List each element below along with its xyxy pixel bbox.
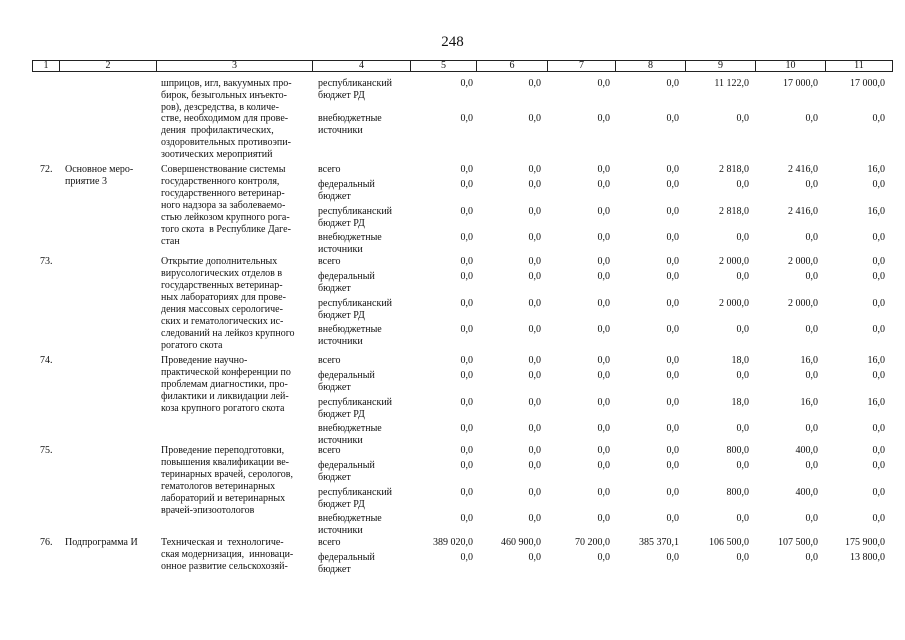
- value-cell: 107 500,0: [778, 537, 818, 548]
- value-cell: 0,0: [460, 513, 473, 524]
- value-cell: 0,0: [597, 397, 610, 408]
- row-number: 75.: [40, 445, 53, 456]
- funding-source: всего: [318, 445, 341, 456]
- value-cell: 0,0: [872, 324, 885, 335]
- col-header-8: 8: [616, 61, 686, 71]
- funding-source: республиканский бюджет РД: [318, 487, 393, 510]
- value-cell: 0,0: [460, 179, 473, 190]
- value-cell: 0,0: [666, 113, 679, 124]
- value-cell: 0,0: [597, 113, 610, 124]
- value-cell: 0,0: [666, 397, 679, 408]
- value-cell: 0,0: [597, 487, 610, 498]
- value-cell: 0,0: [597, 355, 610, 366]
- value-cell: 0,0: [666, 445, 679, 456]
- row-description: Проведение научно- практической конференции по проблемам диагностики, про- филактики и ликвидации лей- коза крупного рогатого скота: [161, 355, 291, 414]
- value-cell: 400,0: [795, 487, 818, 498]
- row-number: 74.: [40, 355, 53, 366]
- value-cell: 800,0: [726, 445, 749, 456]
- value-cell: 18,0: [731, 355, 749, 366]
- value-cell: 0,0: [597, 460, 610, 471]
- value-cell: 0,0: [872, 460, 885, 471]
- value-cell: 0,0: [528, 206, 541, 217]
- value-cell: 0,0: [460, 460, 473, 471]
- row-name: Основное меро- приятие 3: [65, 164, 134, 187]
- value-cell: 16,0: [800, 397, 818, 408]
- value-cell: 0,0: [528, 487, 541, 498]
- value-cell: 106 500,0: [709, 537, 749, 548]
- value-cell: 0,0: [666, 423, 679, 434]
- col-header-6: 6: [477, 61, 548, 71]
- funding-source: республиканский бюджет РД: [318, 298, 393, 321]
- row-number: 73.: [40, 256, 53, 267]
- value-cell: 0,0: [736, 179, 749, 190]
- col-header-2: 2: [60, 61, 157, 71]
- value-cell: 0,0: [736, 423, 749, 434]
- value-cell: 0,0: [805, 232, 818, 243]
- value-cell: 0,0: [597, 78, 610, 89]
- value-cell: 0,0: [666, 460, 679, 471]
- col-header-7: 7: [548, 61, 616, 71]
- value-cell: 0,0: [666, 256, 679, 267]
- funding-source: федеральный бюджет: [318, 271, 375, 294]
- value-cell: 0,0: [736, 552, 749, 563]
- value-cell: 0,0: [872, 271, 885, 282]
- value-cell: 70 200,0: [575, 537, 610, 548]
- value-cell: 2 000,0: [788, 256, 818, 267]
- funding-source: внебюджетные источники: [318, 324, 382, 347]
- value-cell: 0,0: [460, 113, 473, 124]
- value-cell: 0,0: [872, 423, 885, 434]
- value-cell: 0,0: [736, 232, 749, 243]
- row-description: Техническая и технологиче- ская модернизация, инноваци- онное развитие сельскохозяй-: [161, 537, 294, 572]
- value-cell: 0,0: [736, 460, 749, 471]
- funding-source: федеральный бюджет: [318, 460, 375, 483]
- value-cell: 0,0: [872, 370, 885, 381]
- value-cell: 17 000,0: [783, 78, 818, 89]
- row-description: стве, необходимом для прове- дения профилактических, оздоровительных противоэпи- зоотических мероприятий: [161, 113, 291, 160]
- value-cell: 0,0: [872, 179, 885, 190]
- value-cell: 0,0: [597, 423, 610, 434]
- value-cell: 0,0: [597, 370, 610, 381]
- value-cell: 0,0: [666, 298, 679, 309]
- value-cell: 385 370,1: [639, 537, 679, 548]
- funding-source: федеральный бюджет: [318, 370, 375, 393]
- value-cell: 175 900,0: [845, 537, 885, 548]
- value-cell: 0,0: [528, 423, 541, 434]
- funding-source: республиканский бюджет РД: [318, 206, 393, 229]
- value-cell: 0,0: [460, 298, 473, 309]
- value-cell: 2 000,0: [719, 256, 749, 267]
- value-cell: 0,0: [528, 113, 541, 124]
- value-cell: 0,0: [460, 370, 473, 381]
- value-cell: 0,0: [528, 445, 541, 456]
- value-cell: 0,0: [872, 232, 885, 243]
- value-cell: 0,0: [528, 164, 541, 175]
- value-cell: 2 416,0: [788, 164, 818, 175]
- value-cell: 0,0: [460, 232, 473, 243]
- value-cell: 0,0: [805, 460, 818, 471]
- col-header-9: 9: [686, 61, 756, 71]
- value-cell: 0,0: [805, 423, 818, 434]
- value-cell: 16,0: [867, 355, 885, 366]
- value-cell: 0,0: [872, 298, 885, 309]
- value-cell: 0,0: [460, 256, 473, 267]
- value-cell: 0,0: [528, 355, 541, 366]
- funding-source: республиканский бюджет РД: [318, 78, 393, 101]
- value-cell: 16,0: [867, 397, 885, 408]
- value-cell: 0,0: [528, 298, 541, 309]
- col-header-5: 5: [411, 61, 477, 71]
- value-cell: 0,0: [805, 271, 818, 282]
- value-cell: 0,0: [872, 513, 885, 524]
- funding-source: республиканский бюджет РД: [318, 397, 393, 420]
- value-cell: 2 000,0: [788, 298, 818, 309]
- value-cell: 0,0: [666, 232, 679, 243]
- value-cell: 0,0: [805, 113, 818, 124]
- value-cell: 0,0: [736, 324, 749, 335]
- value-cell: 2 818,0: [719, 206, 749, 217]
- value-cell: 0,0: [666, 78, 679, 89]
- value-cell: 0,0: [460, 487, 473, 498]
- value-cell: 0,0: [528, 179, 541, 190]
- value-cell: 11 122,0: [714, 78, 749, 89]
- value-cell: 0,0: [736, 370, 749, 381]
- value-cell: 0,0: [528, 397, 541, 408]
- value-cell: 0,0: [460, 423, 473, 434]
- value-cell: 0,0: [666, 552, 679, 563]
- value-cell: 0,0: [528, 460, 541, 471]
- value-cell: 0,0: [597, 445, 610, 456]
- value-cell: 0,0: [666, 487, 679, 498]
- value-cell: 0,0: [528, 552, 541, 563]
- value-cell: 0,0: [597, 232, 610, 243]
- value-cell: 0,0: [666, 271, 679, 282]
- value-cell: 16,0: [867, 206, 885, 217]
- row-name: Подпрограмма И: [65, 537, 138, 548]
- value-cell: 0,0: [666, 513, 679, 524]
- col-header-1: 1: [33, 61, 60, 71]
- row-description: шприцов, игл, вакуумных про- бирок, безыгольных инъекто- ров), дезсредства, в количе-: [161, 78, 292, 113]
- value-cell: 0,0: [528, 324, 541, 335]
- funding-source: внебюджетные источники: [318, 232, 382, 255]
- value-cell: 18,0: [731, 397, 749, 408]
- value-cell: 0,0: [597, 164, 610, 175]
- value-cell: 0,0: [872, 487, 885, 498]
- value-cell: 0,0: [460, 397, 473, 408]
- value-cell: 2 000,0: [719, 298, 749, 309]
- value-cell: 0,0: [666, 355, 679, 366]
- funding-source: всего: [318, 256, 341, 267]
- value-cell: 0,0: [460, 164, 473, 175]
- page-number: 248: [441, 34, 464, 50]
- value-cell: 0,0: [597, 298, 610, 309]
- value-cell: 0,0: [666, 370, 679, 381]
- value-cell: 16,0: [867, 164, 885, 175]
- value-cell: 800,0: [726, 487, 749, 498]
- col-header-11: 11: [854, 60, 864, 71]
- funding-source: внебюджетные источники: [318, 513, 382, 536]
- funding-source: всего: [318, 537, 341, 548]
- value-cell: 0,0: [736, 271, 749, 282]
- value-cell: 0,0: [460, 206, 473, 217]
- col-header-3: 3: [157, 61, 313, 71]
- value-cell: 0,0: [872, 113, 885, 124]
- value-cell: 0,0: [528, 513, 541, 524]
- row-description: Совершенствование системы государственного контроля, государственного ветеринар- ного надзора за заболеваемо- стью лейкозом крупного рога- того скота в Республике Даге- стан: [161, 164, 291, 247]
- row-description: Открытие дополнительных вирусологических отделов в государственных ветеринар- ных лабораториях для прове- дения массовых серологиче- ских и гематологических ис- следований на лейкоз крупного рогатого скота: [161, 256, 295, 351]
- value-cell: 17 000,0: [850, 78, 885, 89]
- row-description: Проведение переподготовки, повышения квалификации ве- теринарных врачей, серологов, гематологов ветеринарных лабораторий и ветеринарных врачей-эпизоотологов: [161, 445, 294, 516]
- table-header: [32, 60, 893, 72]
- value-cell: 0,0: [805, 513, 818, 524]
- value-cell: 0,0: [460, 271, 473, 282]
- value-cell: 0,0: [528, 232, 541, 243]
- funding-source: всего: [318, 164, 341, 175]
- value-cell: 0,0: [597, 324, 610, 335]
- value-cell: 2 818,0: [719, 164, 749, 175]
- value-cell: 0,0: [460, 78, 473, 89]
- value-cell: 0,0: [528, 256, 541, 267]
- value-cell: 0,0: [460, 324, 473, 335]
- value-cell: 2 416,0: [788, 206, 818, 217]
- value-cell: 16,0: [800, 355, 818, 366]
- row-number: 76.: [40, 537, 53, 548]
- value-cell: 389 020,0: [433, 537, 473, 548]
- value-cell: 0,0: [736, 113, 749, 124]
- value-cell: 0,0: [666, 324, 679, 335]
- value-cell: 0,0: [460, 355, 473, 366]
- value-cell: 0,0: [805, 179, 818, 190]
- value-cell: 0,0: [597, 271, 610, 282]
- value-cell: 0,0: [805, 324, 818, 335]
- value-cell: 0,0: [666, 164, 679, 175]
- value-cell: 400,0: [795, 445, 818, 456]
- value-cell: 0,0: [805, 370, 818, 381]
- funding-source: федеральный бюджет: [318, 552, 375, 575]
- value-cell: 0,0: [597, 513, 610, 524]
- funding-source: внебюджетные источники: [318, 113, 382, 136]
- value-cell: 0,0: [597, 256, 610, 267]
- funding-source: всего: [318, 355, 341, 366]
- col-header-4: 4: [313, 61, 411, 71]
- value-cell: 0,0: [460, 445, 473, 456]
- value-cell: 0,0: [597, 206, 610, 217]
- value-cell: 0,0: [666, 206, 679, 217]
- col-header-10: 10: [756, 61, 826, 71]
- value-cell: 0,0: [872, 256, 885, 267]
- value-cell: 0,0: [460, 552, 473, 563]
- row-number: 72.: [40, 164, 53, 175]
- value-cell: 0,0: [597, 179, 610, 190]
- value-cell: 0,0: [528, 370, 541, 381]
- value-cell: 0,0: [597, 552, 610, 563]
- value-cell: 0,0: [805, 552, 818, 563]
- value-cell: 0,0: [736, 513, 749, 524]
- value-cell: 0,0: [528, 78, 541, 89]
- value-cell: 0,0: [528, 271, 541, 282]
- value-cell: 460 900,0: [501, 537, 541, 548]
- funding-source: федеральный бюджет: [318, 179, 375, 202]
- funding-source: внебюджетные источники: [318, 423, 382, 446]
- value-cell: 0,0: [872, 445, 885, 456]
- value-cell: 0,0: [666, 179, 679, 190]
- value-cell: 13 800,0: [850, 552, 885, 563]
